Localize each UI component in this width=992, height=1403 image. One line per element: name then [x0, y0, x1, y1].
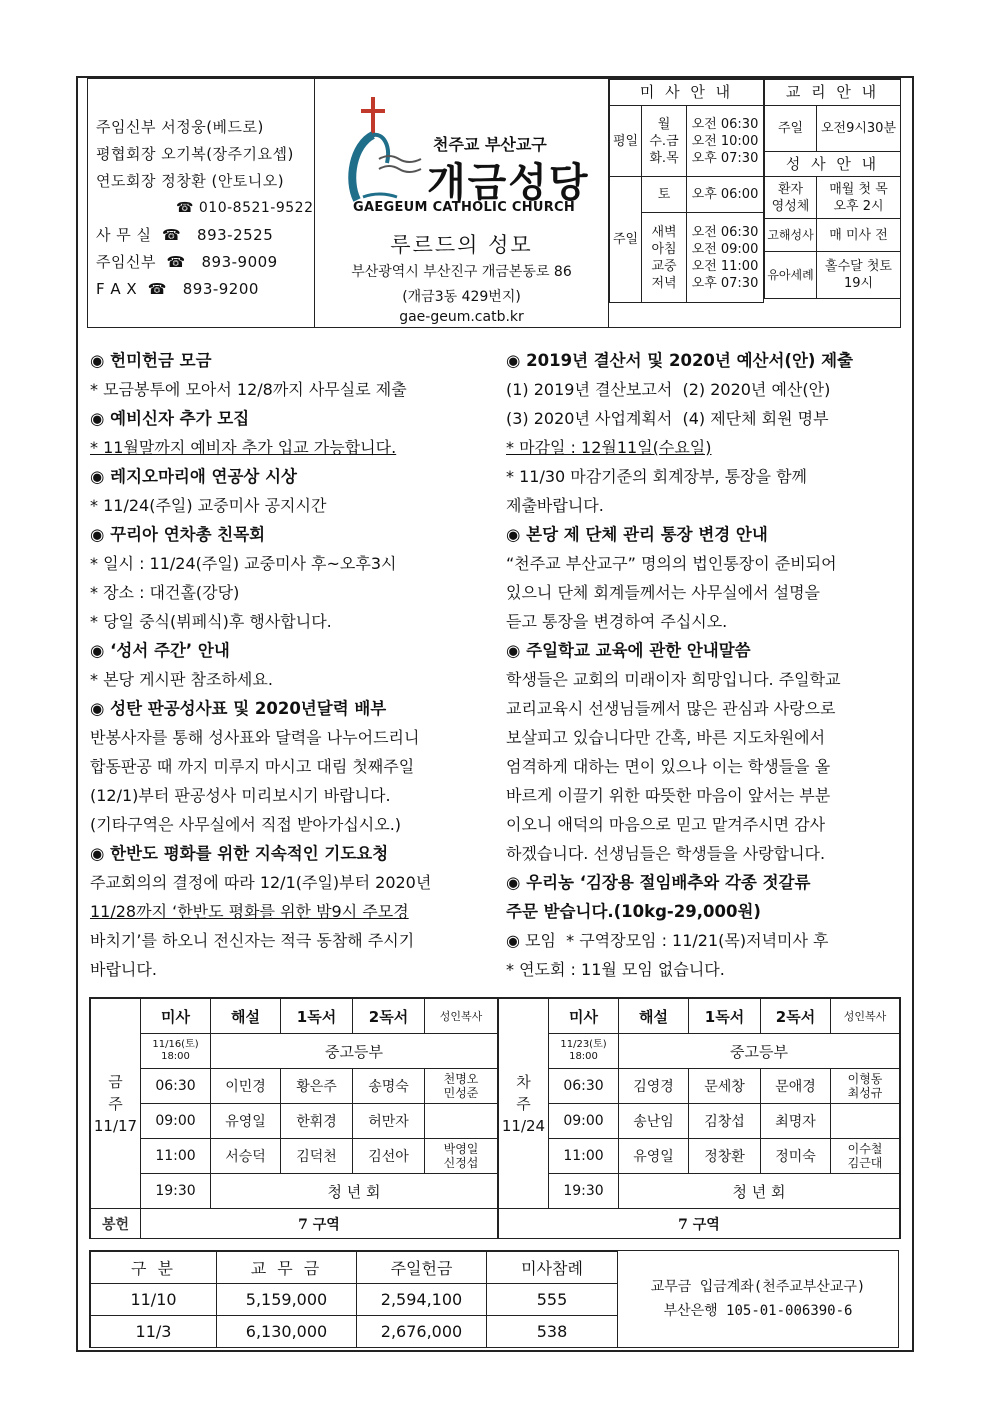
diocese-label: 천주교 부산교구	[433, 135, 547, 154]
notice-line: 엄격하게 대하는 면이 있으나 이는 학생들을 올	[506, 757, 831, 776]
roster-name: 최명자	[761, 1104, 831, 1139]
time-cell: 오전 09:00	[691, 241, 759, 257]
church-english-name: GAEGEUM CATHOLIC CHURCH	[353, 200, 576, 215]
finance-cell: 11/10	[91, 1284, 217, 1316]
notice-heading: 주문 받습니다.(10kg-29,000원)	[506, 902, 761, 921]
col-header: 2독서	[353, 999, 425, 1034]
mass-time: 11/16(토) 18:00	[141, 1034, 211, 1069]
sacrament-value: 매월 첫 목 오후 2시	[817, 177, 901, 219]
announcements-left	[90, 346, 490, 984]
notice-line: “천주교 부산교구” 명의의 법인통장이 준비되어	[506, 554, 837, 573]
col-header: 성인복사	[425, 999, 498, 1034]
notice-heading: ◉ 레지오마리애 연공상 시상	[90, 467, 297, 486]
bulletin-header	[87, 78, 901, 328]
roster-name: 이형동 최성규	[831, 1069, 900, 1104]
mass-time: 11:00	[141, 1139, 211, 1174]
notice-line: 학생들은 교회의 미래이자 희망입니다. 주일학교	[506, 670, 841, 689]
notice-line: * 당일 중식(뷔페식)후 행사합니다.	[90, 612, 332, 631]
finance-summary	[89, 1250, 899, 1348]
roster-name	[425, 1104, 498, 1139]
roster-name: 김창섭	[689, 1104, 761, 1139]
group-cell: 청 년 회	[211, 1174, 498, 1209]
notice-line: 바치기’를 하오니 전신자는 적극 동참해 주시기	[90, 931, 415, 950]
sunday-label: 주일	[610, 177, 642, 303]
finance-cell: 2,594,100	[357, 1284, 487, 1316]
finance-cell: 11/3	[91, 1316, 217, 1348]
notice-line: 하겠습니다. 선생님들은 학생들을 사랑합니다.	[506, 844, 826, 863]
notice-line: ◉ 모임 * 구역장모임 : 11/21(목)저녁미사 후	[506, 931, 829, 950]
roster-name: 허만자	[353, 1104, 425, 1139]
roster-name: 송난임	[619, 1104, 689, 1139]
notice-line: * 일시 : 11/24(주일) 교중미사 후~오후3시	[90, 554, 397, 573]
mass-schedule-table	[609, 79, 764, 303]
notice-line: * 마감일 : 12월11일(수요일)	[506, 438, 712, 457]
roster-next-week	[498, 998, 900, 1239]
time-cell: 오후 07:30	[691, 150, 759, 166]
church-identity	[315, 79, 609, 327]
catechism-day: 주일	[765, 106, 817, 152]
time-cell: 오후 07:30	[691, 275, 759, 291]
roster-name: 황은주	[281, 1069, 353, 1104]
patron-title: 루르드의 성모	[390, 233, 533, 257]
address-line: (개금3동 429번지)	[402, 289, 521, 305]
notice-line: * 11/30 마감기준의 회계장부, 통장을 함께	[506, 467, 808, 486]
mass-time: 09:00	[549, 1104, 619, 1139]
staff-line: 평협회장 오기복(장주기요셉)	[96, 145, 294, 163]
day-cell: 새벽	[651, 224, 677, 240]
notice-line: 제출바랍니다.	[506, 496, 604, 515]
roster-name: 정미숙	[761, 1139, 831, 1174]
roster-this-week	[90, 998, 498, 1239]
notice-line: * 11/24(주일) 교중미사 공지시간	[90, 496, 327, 515]
week-label: 차 주 11/24	[499, 999, 549, 1209]
notice-line: * 연도회 : 11월 모임 없습니다.	[506, 960, 725, 979]
col-header: 2독서	[761, 999, 831, 1034]
notice-heading: ◉ 예비신자 추가 모집	[90, 409, 250, 428]
finance-cell: 5,159,000	[217, 1284, 357, 1316]
col-header: 성인복사	[831, 999, 900, 1034]
mass-time: 19:30	[141, 1174, 211, 1209]
week-label: 금 주 11/17	[91, 999, 141, 1209]
finance-cell: 6,130,000	[217, 1316, 357, 1348]
notice-line: 11/28까지 ‘한반도 평화를 위한 밤9시 주모경	[90, 902, 409, 921]
catechism-title: 교 리 안 내	[765, 80, 901, 106]
notice-line: (기타구역은 사무실에서 직접 받아가십시오.)	[90, 815, 402, 834]
notice-heading: ◉ 2019년 결산서 및 2020년 예산서(안) 제출	[506, 351, 854, 370]
roster-name: 이민경	[211, 1069, 281, 1104]
notice-line: 바랍니다.	[90, 960, 157, 979]
offering-group: 7 구역	[141, 1209, 498, 1239]
sacrament-name: 유아세례	[765, 252, 817, 299]
roster-name: 박영일 신정섭	[425, 1139, 498, 1174]
notice-line: 주교회의의 결정에 따라 12/1(주일)부터 2020년	[90, 873, 432, 892]
notice-heading: ◉ 성탄 판공성사표 및 2020년달력 배부	[90, 699, 387, 718]
announcements-right	[506, 346, 908, 984]
finance-header: 미사참례	[487, 1252, 618, 1284]
col-header: 해설	[211, 999, 281, 1034]
finance-header: 구 분	[91, 1252, 217, 1284]
roster-name	[831, 1104, 900, 1139]
time-cell: 오전 10:00	[691, 133, 759, 149]
phone-line: 사 무 실 ☎ 893-2525	[96, 226, 274, 244]
catechism-time: 오전9시30분	[817, 106, 901, 152]
day-cell: 교중	[651, 258, 677, 274]
bank-line: 부산은행 105-01-006390-6	[663, 1303, 853, 1319]
day-cell: 화.목	[649, 150, 679, 166]
weekday-label: 평일	[610, 106, 642, 177]
group-cell: 중고등부	[619, 1034, 900, 1069]
sacrament-name: 환자 영성체	[765, 177, 817, 219]
col-header: 1독서	[689, 999, 761, 1034]
sacrament-title: 성 사 안 내	[765, 152, 901, 177]
bank-line: 교무금 입금계좌(천주교부산교구)	[650, 1279, 866, 1295]
notice-line: * 11월말까지 예비자 추가 입교 가능합니다.	[90, 438, 397, 457]
day-cell: 월	[657, 116, 671, 132]
sacrament-name: 고해성사	[765, 219, 817, 252]
roster-name: 문애경	[761, 1069, 831, 1104]
website[interactable]: gae-geum.catb.kr	[399, 309, 524, 325]
roster-name: 서승덕	[211, 1139, 281, 1174]
sacrament-value: 매 미사 전	[817, 219, 901, 252]
mass-time: 09:00	[141, 1104, 211, 1139]
notice-line: 합동판공 때 까지 미루지 마시고 대림 첫째주일	[90, 757, 415, 776]
offering-label: 봉헌	[91, 1209, 141, 1239]
saturday-label: 토	[642, 177, 687, 213]
day-cell: 아침	[651, 241, 677, 257]
notice-line: 바르게 이끌기 위한 따뜻한 마음이 앞서는 부분	[506, 786, 831, 805]
finance-cell: 2,676,000	[357, 1316, 487, 1348]
offering-group: 7 구역	[499, 1209, 900, 1239]
roster-name: 정창환	[689, 1139, 761, 1174]
notice-line: * 장소 : 대건홀(강당)	[90, 583, 240, 602]
roster-name: 김선아	[353, 1139, 425, 1174]
mass-time: 06:30	[141, 1069, 211, 1104]
mass-time: 11:00	[549, 1139, 619, 1174]
finance-header: 교 무 금	[217, 1252, 357, 1284]
notice-line: (1) 2019년 결산보고서 (2) 2020년 예산(안)	[506, 380, 831, 399]
notice-line: 이오니 애덕의 마음으로 믿고 맡겨주시면 감사	[506, 815, 826, 834]
group-cell: 청 년 회	[619, 1174, 900, 1209]
church-name: 개금성당	[427, 160, 590, 206]
time-cell: 오전 06:30	[691, 224, 759, 240]
notice-heading: ◉ 한반도 평화를 위한 지속적인 기도요청	[90, 844, 389, 863]
notice-line: 있으니 단체 회계들께서는 사무실에서 설명을	[506, 583, 821, 602]
sacrament-value: 홀수달 첫토 19시	[817, 252, 901, 299]
schedule-info	[609, 79, 901, 327]
roster-name: 문세창	[689, 1069, 761, 1104]
phone-line: 주임신부 ☎ 893-9009	[96, 253, 278, 271]
staff-contacts	[88, 79, 315, 327]
roster-name: 한휘경	[281, 1104, 353, 1139]
time-cell: 오전 11:00	[691, 258, 759, 274]
catechism-table	[764, 79, 901, 299]
notice-line: * 모금봉투에 모아서 12/8까지 사무실로 제출	[90, 380, 407, 399]
roster-name: 김덕천	[281, 1139, 353, 1174]
day-cell: 저녁	[651, 275, 677, 291]
phone-line: ☎ 010-8521-9522	[176, 199, 314, 216]
col-header: 1독서	[281, 999, 353, 1034]
mass-title: 미 사 안 내	[610, 80, 764, 106]
roster-name: 유영일	[211, 1104, 281, 1139]
fax-line: F A X ☎ 893-9200	[96, 279, 259, 298]
col-header: 해설	[619, 999, 689, 1034]
roster-name: 천명오 민성준	[425, 1069, 498, 1104]
col-header: 미사	[549, 999, 619, 1034]
roster-name: 송명숙	[353, 1069, 425, 1104]
mass-time: 19:30	[549, 1174, 619, 1209]
notice-line: (12/1)부터 판공성사 미리보시기 바랍니다.	[90, 786, 391, 805]
time-cell: 오전 06:30	[691, 116, 759, 132]
notice-line: (3) 2020년 사업계획서 (4) 제단체 회원 명부	[506, 409, 829, 428]
roster-name: 이수철 김근대	[831, 1139, 900, 1174]
service-roster	[89, 997, 901, 1239]
notice-heading: ◉ 본당 제 단체 관리 통장 변경 안내	[506, 525, 768, 544]
finance-table	[90, 1251, 618, 1348]
roster-name: 김영경	[619, 1069, 689, 1104]
bank-account-info	[618, 1251, 898, 1347]
col-header: 미사	[141, 999, 211, 1034]
notice-line: * 본당 게시판 참조하세요.	[90, 670, 273, 689]
mass-time: 11/23(토) 18:00	[549, 1034, 619, 1069]
notice-line: 듣고 통장을 변경하여 주십시오.	[506, 612, 728, 631]
notice-heading: ◉ 헌미헌금 모금	[90, 351, 212, 370]
staff-line: 주임신부 서정웅(베드로)	[96, 118, 264, 136]
church-logo-icon	[343, 95, 433, 205]
roster-name: 유영일	[619, 1139, 689, 1174]
notice-line: 반봉사자를 통해 성사표와 달력을 나누어드리니	[90, 728, 420, 747]
finance-header: 주일헌금	[357, 1252, 487, 1284]
group-cell: 중고등부	[211, 1034, 498, 1069]
finance-cell: 555	[487, 1284, 618, 1316]
notice-line: 교리교육시 선생님들께서 많은 관심과 사랑으로	[506, 699, 836, 718]
notice-heading: ◉ 꾸리아 연차총 친목회	[90, 525, 266, 544]
notice-heading: ◉ ‘성서 주간’ 안내	[90, 641, 230, 660]
saturday-time: 오후 06:00	[687, 177, 764, 213]
mass-time: 06:30	[549, 1069, 619, 1104]
notice-line: 보살피고 있습니다만 간혹, 바른 지도차원에서	[506, 728, 826, 747]
address-line: 부산광역시 부산진구 개금본동로 86	[351, 264, 572, 280]
day-cell: 수.금	[649, 133, 679, 149]
staff-line: 연도회장 정창환 (안토니오)	[96, 172, 285, 190]
finance-cell: 538	[487, 1316, 618, 1348]
notice-heading: ◉ 우리농 ‘김장용 절임배추와 각종 젓갈류	[506, 873, 811, 892]
notice-heading: ◉ 주일학교 교육에 관한 안내말씀	[506, 641, 751, 660]
